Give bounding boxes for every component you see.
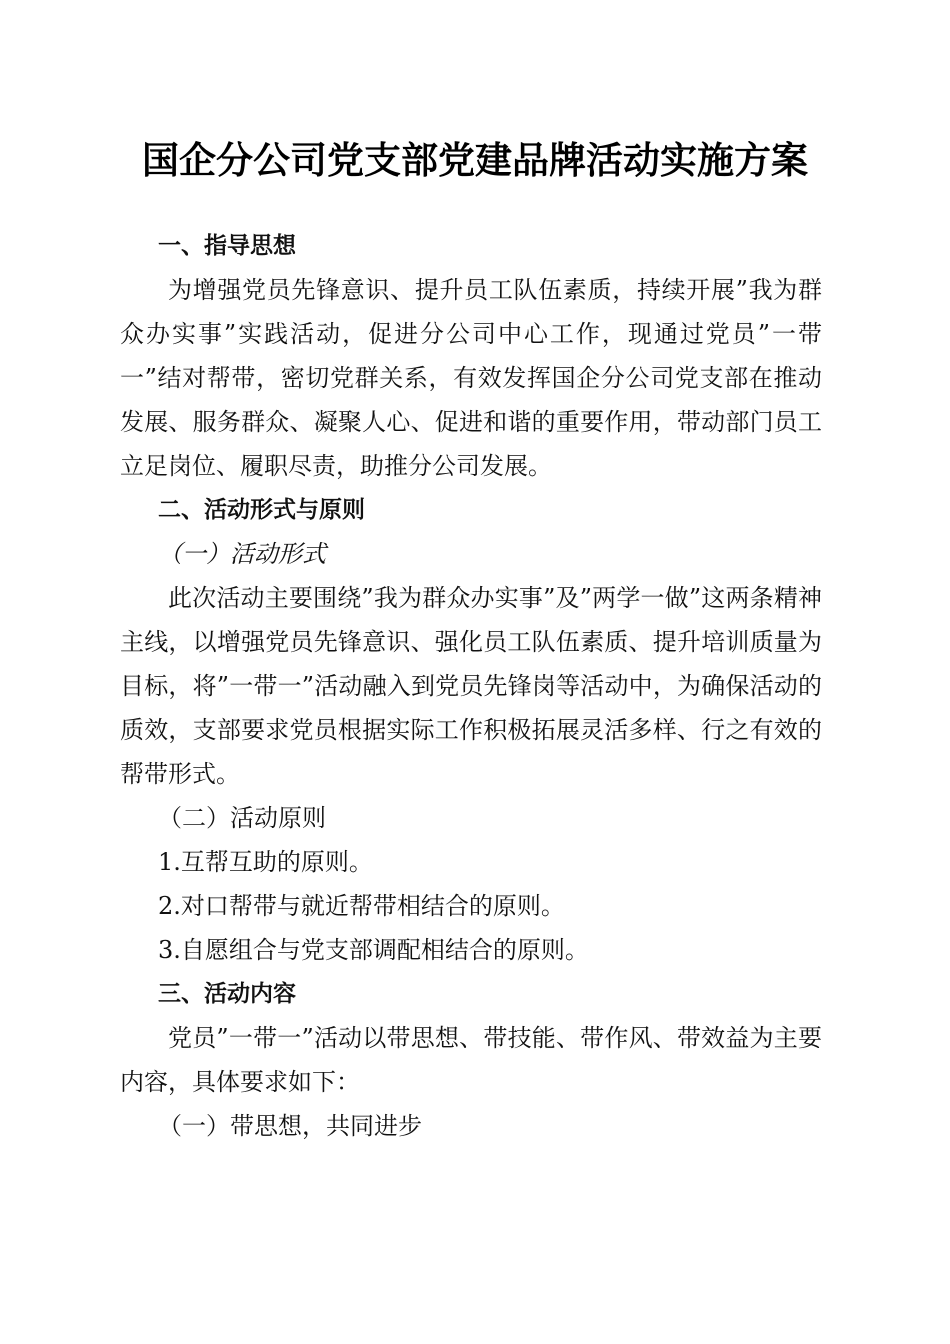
list-item: 3.自愿组合与党支部调配相结合的原则。 bbox=[158, 936, 589, 964]
subsection-heading-activity-form: （一）活动形式 bbox=[158, 540, 326, 568]
paragraph-guiding-ideology: 为增强党员先锋意识、提升员工队伍素质，持续开展”我为群众办实事”实践活动，促进分公司中心工作，现通过党员”一带一”结对帮带，密切党群关系，有效发挥国企分公司党支部在推动发展、服务群众、凝聚人心、促进和谐的重要作用，带动部门员工立足岗位、履职尽责，助推分公司发展。 bbox=[120, 276, 822, 480]
paragraph-activity-form: 此次活动主要围绕”我为群众办实事”及”两学一做”这两条精神主线，以增强党员先锋意识、强化员工队伍素质、提升培训质量为目标，将”一带一”活动融入到党员先锋岗等活动中，为确保活动的质效，支部要求党员根据实际工作积极拓展灵活多样、行之有效的帮带形式。 bbox=[120, 584, 822, 788]
section-heading-guiding-ideology: 一、指导思想 bbox=[158, 233, 296, 259]
section-heading-activity-content: 三、活动内容 bbox=[158, 981, 296, 1007]
subsection-heading-activity-principles: （二）活动原则 bbox=[158, 804, 326, 832]
document-body bbox=[120, 224, 822, 1148]
subsection-heading-lead-thinking: （一）带思想，共同进步 bbox=[158, 1112, 422, 1140]
list-item: 1.互帮互助的原则。 bbox=[158, 848, 373, 876]
list-item: 2.对口帮带与就近帮带相结合的原则。 bbox=[158, 892, 565, 920]
document-title: 国企分公司党支部党建品牌活动实施方案 bbox=[142, 138, 808, 182]
section-heading-form-and-principles: 二、活动形式与原则 bbox=[158, 497, 365, 523]
paragraph-activity-content: 党员”一带一”活动以带思想、带技能、带作风、带效益为主要内容，具体要求如下： bbox=[120, 1024, 822, 1096]
